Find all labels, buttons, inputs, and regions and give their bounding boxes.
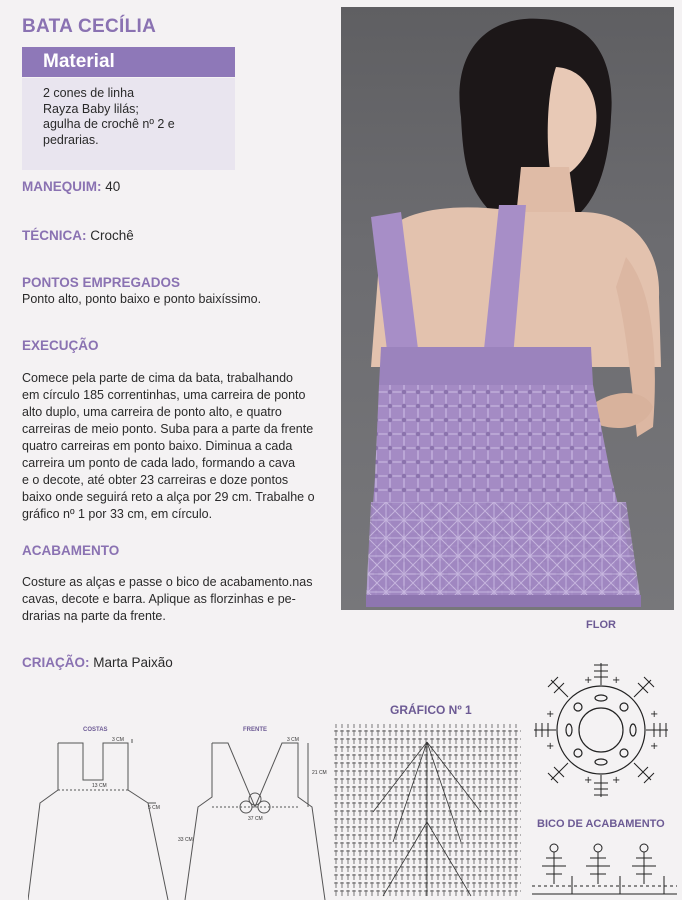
model-illustration [341,7,674,610]
execucao-line: carreiras de meio ponto. Suba para a parte da frente [22,422,314,436]
criacao-label: CRIAÇÃO: [22,655,90,670]
acabamento-line: drarias na parte da frente. [22,609,166,623]
dim-costas-3cm: 3 CM [112,737,124,743]
tecnica-label: TÉCNICA: [22,228,87,243]
dim-frente-21cm: 21 CM [312,770,327,776]
execucao-line: quatro carreiras em ponto baixo. Diminua a cada [22,439,293,453]
frente-label: FRENTE [243,727,267,733]
material-list [43,86,228,148]
material-line: 2 cones de linha [43,86,135,100]
manequim-section [22,178,120,195]
criacao-value: Marta Paixão [93,655,173,670]
tecnica-value: Crochê [90,228,134,243]
dim-costas-5cm: 5 CM [148,805,160,811]
svg-text:+: + [546,709,555,720]
execucao-line: gráfico nº 1 por 33 cm, em círculo. [22,507,213,521]
execucao-line: e o decote, até obter 23 carreiras e doze pontos [22,473,289,487]
execucao-heading [22,337,99,354]
flower-chart [526,655,676,805]
material-box [22,78,235,170]
material-header [22,47,235,77]
svg-text:+: + [612,675,621,686]
material-line: pedrarias. [43,132,99,147]
grafico-label: GRÁFICO Nº 1 [390,703,472,717]
execucao-label: EXECUÇÃO [22,338,99,353]
dim-frente-33cm: 33 CM [178,837,193,843]
svg-text:+: + [584,675,593,686]
criacao-section [22,654,173,671]
svg-text:+: + [650,741,659,752]
svg-text:+: + [584,775,593,786]
costas-schematic [28,735,178,900]
flor-label: FLOR [586,619,616,631]
stitch-chart [333,722,523,897]
acabamento-text [22,574,340,625]
dim-costas-13cm: 13 CM [92,783,107,789]
svg-text:+: + [612,775,621,786]
execucao-line: carreira um ponto de cada lado, formando a cava [22,456,296,470]
acabamento-label: ACABAMENTO [22,543,120,558]
pontos-label: PONTOS EMPREGADOS [22,275,181,290]
material-line: agulha de crochê nº 2 e [43,117,175,131]
pontos-text: Ponto alto, ponto baixo e ponto baixíssimo. [22,292,262,306]
svg-text:+: + [546,741,555,752]
material-line: Rayza Baby lilás; [43,101,139,116]
execucao-text [22,370,340,523]
execucao-line: alto duplo, uma carreira de ponto alto, e quatro [22,405,282,419]
execucao-line: em círculo 185 correntinhas, uma carreira de ponto [22,388,306,402]
dim-frente-3cm: 3 CM [287,737,299,743]
model-photo [341,7,674,610]
edging-chart [532,836,677,898]
tecnica-section [22,227,134,244]
execucao-line: Comece pela parte de cima da bata, trabalhando [22,371,294,385]
costas-label: COSTAS [83,727,108,733]
pontos-heading [22,274,180,291]
manequim-label: MANEQUIM: [22,179,102,194]
bico-label: BICO DE ACABAMENTO [537,818,665,830]
acabamento-line: Costure as alças e passe o bico de acabamento.nas [22,575,313,589]
manequim-value: 40 [105,179,121,194]
material-heading: Material [43,51,115,72]
pattern-title: BATA CECÍLIA [22,16,157,37]
dim-frente-37cm: 37 CM [248,816,263,822]
acabamento-heading [22,542,119,559]
svg-text:+: + [650,709,659,720]
acabamento-line: cavas, decote e barra. Aplique as florzinhas e pe- [22,592,296,606]
execucao-line: baixo onde seguirá reto a alça por 29 cm. Trabalhe o [22,490,315,504]
